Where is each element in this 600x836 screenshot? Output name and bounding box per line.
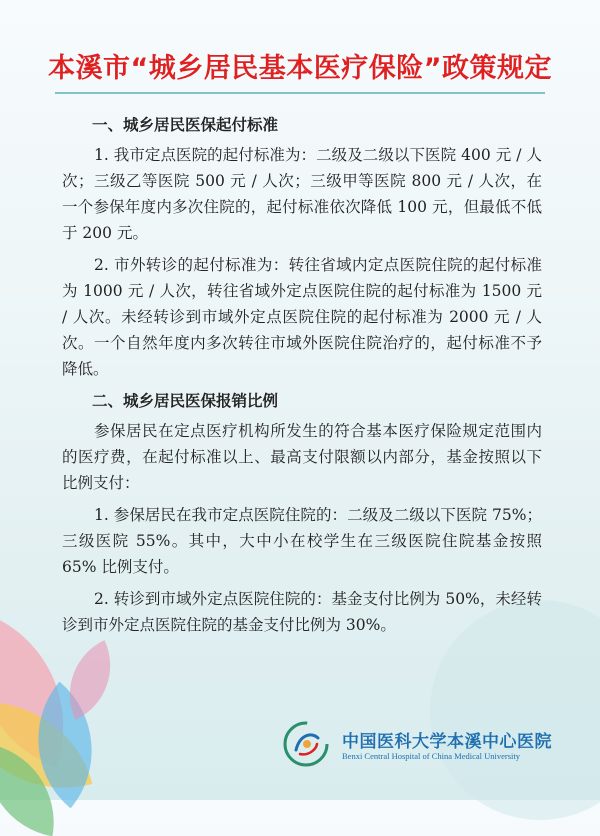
policy-content [62, 112, 542, 644]
title-divider [55, 92, 545, 94]
section-heading-reimbursement: 二、城乡居民医保报销比例 [92, 392, 279, 410]
section2-paragraph: 参保居民在定点医疗机构所发生的符合基本医疗保险规定范围内的医疗费，在起付标准以上、最高支付限额以内部分，基金按照以下比例支付： [62, 422, 542, 492]
hospital-name-cn: 中国医科大学本溪中心医院 [342, 732, 552, 752]
hospital-name-en: Benxi Central Hospital of China Medical University [342, 751, 520, 761]
hospital-logo [282, 720, 572, 770]
section2-paragraph: 1. 参保居民在我市定点医院住院的：二级及二级以下医院 75%；三级医院 55%。其中，大中小在校学生在三级医院住院基金按照 65% 比例支付。 [62, 506, 542, 576]
section1-paragraph: 1. 我市定点医院的起付标准为：二级及二级以下医院 400 元 / 人次；三级乙等医院 500 元 / 人次；三级甲等医院 800 元 / 人次，在一个参保年度内多次住院的，起付标准依次降低 100 元，但最低不低于 200 元。 [62, 146, 542, 242]
section-heading-deductible: 一、城乡居民医保起付标准 [92, 116, 279, 134]
section2-paragraph: 2. 转诊到市域外定点医院住院的：基金支付比例为 50%，未经转诊到市外定点医院住院的基金支付比例为 30%。 [62, 590, 542, 634]
section1-paragraph: 2. 市外转诊的起付标准为：转往省域内定点医院住院的起付标准为 1000 元 / 人次，转往省域外定点医院住院的起付标准为 1500 元 / 人次。未经转诊到市域外定点医院住院的起付标准为 2000 元 / 人次。一个自然年度内多次转往市域外医院住院治疗的，起付标准不予降低。 [62, 256, 542, 378]
page-title: 本溪市“城乡居民基本医疗保险”政策规定 [48, 53, 552, 84]
hospital-emblem-icon [282, 720, 330, 768]
